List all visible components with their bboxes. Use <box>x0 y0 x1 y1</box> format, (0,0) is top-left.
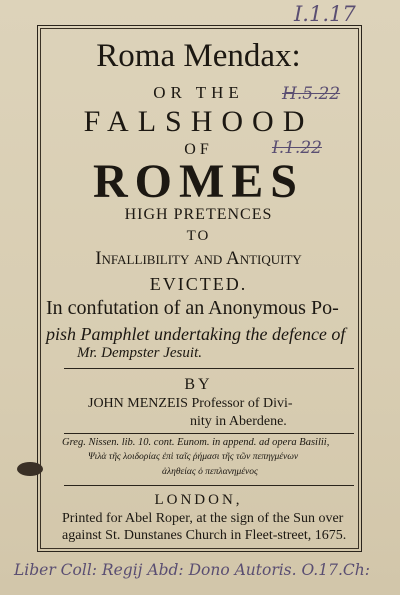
quote-line-1: Greg. Nissen. lib. 10. cont. Eunom. in append. ad opera Basilii, <box>62 437 330 448</box>
main-title: Roma Mendax: <box>96 38 301 74</box>
confutation-line-2: pish Pamphlet undertaking the defence of <box>46 324 346 344</box>
quote-line-3: ἀληθείας ὁ πεπλανημένος <box>162 467 258 477</box>
subtitle-evicted: EVICTED. <box>149 274 248 294</box>
ink-blot <box>17 462 43 476</box>
shelfmark-struck-2: I.1.22 <box>272 138 322 158</box>
imprint-line-1: Printed for Abel Roper, at the sign of the Sun over <box>62 511 344 526</box>
imprint-london: LONDON, <box>154 492 243 508</box>
confutation-line-3: Mr. Dempster Jesuit. <box>77 345 202 361</box>
subtitle-high-pretences: HIGH PRETENCES <box>124 206 273 223</box>
subtitle-to: TO <box>186 228 211 244</box>
bottom-inscription: Liber Coll: Regij Abd: Dono Autoris. O.17.Ch: <box>14 561 370 579</box>
imprint-line-2: against St. Dunstanes Church in Fleet-street, 1675. <box>62 528 347 543</box>
confutation-line-1: In confutation of an Anonymous Po- <box>46 297 339 319</box>
subtitle-falshood: FALSHOOD <box>83 105 314 138</box>
rule-3 <box>64 485 354 486</box>
quote-line-2: Ψιλὰ τῆς λοιδορίας ἐπὶ ταῖς ῥήμασι τῆς τῶν πεπηγμένων <box>88 452 299 462</box>
shelfmark-top: I.1.17 <box>294 2 356 26</box>
subtitle-of: OF <box>184 141 213 158</box>
shelfmark-struck-1: H.5.22 <box>282 84 341 104</box>
author-line-1: JOHN MENZEIS Professor of Divi- <box>88 396 293 411</box>
author-line-2: nity in Aberdene. <box>190 414 287 429</box>
rule-1 <box>64 368 354 369</box>
byline-by: BY <box>184 376 213 393</box>
subtitle-infallibility: Infallibility and Antiquity <box>95 248 302 269</box>
rule-2 <box>64 433 354 434</box>
subtitle-or-the: OR THE <box>153 83 244 102</box>
subtitle-romes: ROMES <box>92 155 304 208</box>
